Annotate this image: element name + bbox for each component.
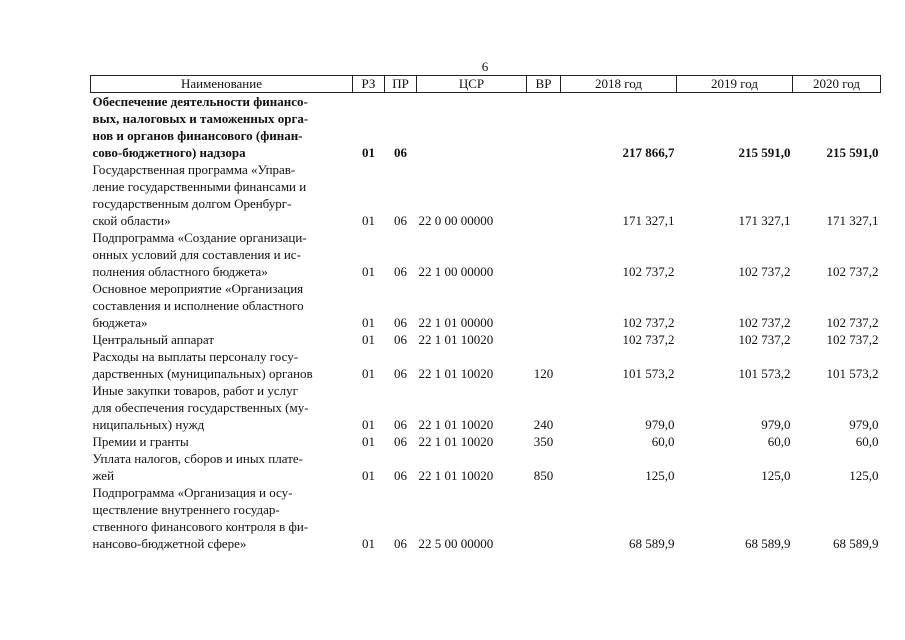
header-vr: ВР bbox=[527, 76, 561, 93]
cell-pr: 06 bbox=[394, 536, 407, 551]
cell-2020: 215 591,0 bbox=[826, 145, 879, 160]
cell-rz: 01 bbox=[362, 434, 375, 449]
cell-csr: 22 1 01 10020 bbox=[418, 468, 494, 483]
cell-pr: 06 bbox=[394, 315, 407, 330]
cell-vr: 850 bbox=[533, 468, 554, 483]
cell-rz: 01 bbox=[362, 468, 375, 483]
cell-rz: 01 bbox=[362, 213, 375, 228]
table-row bbox=[91, 484, 881, 552]
cell-name: Иные закупки товаров, работ и услуг для обеспечения государственных (му- ниципальных) нужд bbox=[92, 383, 309, 432]
cell-csr: 22 1 01 10020 bbox=[418, 434, 494, 449]
header-row bbox=[91, 76, 881, 93]
cell-csr bbox=[417, 93, 527, 162]
cell-csr: 22 1 01 00000 bbox=[418, 315, 494, 330]
cell-name: Подпрограмма «Организация и осу- ществление внутреннего государ- ственного финансового контроля в фи- нансово-бюджетной сфере» bbox=[92, 485, 309, 551]
budget-table bbox=[90, 75, 881, 552]
cell-2020: 171 327,1 bbox=[826, 213, 879, 228]
cell-vr: 120 bbox=[533, 366, 554, 381]
cell-pr: 06 bbox=[394, 417, 407, 432]
header-pr: ПР bbox=[385, 76, 417, 93]
cell-name: Уплата налогов, сборов и иных плате- жей bbox=[92, 451, 303, 483]
cell-csr: 22 1 01 10020 bbox=[418, 332, 494, 347]
table-row bbox=[91, 280, 881, 331]
cell-pr: 06 bbox=[394, 366, 407, 381]
cell-name: Основное мероприятие «Организация составления и исполнение областного бюджета» bbox=[92, 281, 304, 330]
cell-2019: 979,0 bbox=[761, 417, 791, 432]
cell-rz: 01 bbox=[362, 264, 375, 279]
cell-2020: 102 737,2 bbox=[826, 332, 879, 347]
cell-rz: 01 bbox=[362, 315, 375, 330]
table-row bbox=[91, 433, 881, 450]
cell-csr: 22 0 00 00000 bbox=[418, 213, 494, 228]
table-row bbox=[91, 348, 881, 382]
header-2020: 2020 год bbox=[793, 76, 881, 93]
cell-pr: 06 bbox=[394, 264, 407, 279]
cell-2020: 60,0 bbox=[855, 434, 879, 449]
cell-2018: 101 573,2 bbox=[622, 366, 675, 381]
table-row bbox=[91, 382, 881, 433]
cell-2018: 979,0 bbox=[645, 417, 675, 432]
table-row bbox=[91, 229, 881, 280]
cell-pr: 06 bbox=[394, 332, 407, 347]
cell-vr bbox=[527, 229, 561, 280]
cell-2019: 215 591,0 bbox=[738, 145, 791, 160]
cell-pr: 06 bbox=[394, 468, 407, 483]
cell-2019: 102 737,2 bbox=[738, 332, 791, 347]
cell-csr: 22 1 01 10020 bbox=[418, 366, 494, 381]
cell-vr bbox=[527, 93, 561, 162]
cell-name: Премии и гранты bbox=[92, 434, 189, 449]
cell-2019: 60,0 bbox=[767, 434, 791, 449]
cell-2020: 102 737,2 bbox=[826, 264, 879, 279]
cell-2018: 102 737,2 bbox=[622, 315, 675, 330]
cell-2020: 102 737,2 bbox=[826, 315, 879, 330]
cell-2019: 102 737,2 bbox=[738, 315, 791, 330]
header-2018: 2018 год bbox=[561, 76, 677, 93]
cell-vr: 240 bbox=[533, 417, 554, 432]
cell-2019: 125,0 bbox=[761, 468, 791, 483]
header-name: Наименование bbox=[91, 76, 353, 93]
table-row bbox=[91, 450, 881, 484]
page-number: 6 bbox=[481, 59, 489, 74]
cell-pr: 06 bbox=[394, 434, 407, 449]
cell-pr: 06 bbox=[394, 213, 407, 228]
table-row bbox=[91, 161, 881, 229]
cell-2020: 68 589,9 bbox=[833, 536, 879, 551]
cell-2018: 217 866,7 bbox=[622, 145, 675, 160]
cell-2019: 68 589,9 bbox=[745, 536, 791, 551]
cell-2018: 102 737,2 bbox=[622, 264, 675, 279]
cell-pr: 06 bbox=[394, 145, 407, 160]
table-row bbox=[91, 93, 881, 162]
cell-name: Государственная программа «Управ- ление государственными финансами и государственным долгом Оренбург- ской области» bbox=[92, 162, 307, 228]
cell-rz: 01 bbox=[362, 536, 375, 551]
cell-2018: 102 737,2 bbox=[622, 332, 675, 347]
header-rz: РЗ bbox=[353, 76, 385, 93]
cell-2019: 102 737,2 bbox=[738, 264, 791, 279]
cell-2018: 171 327,1 bbox=[622, 213, 675, 228]
cell-vr bbox=[527, 331, 561, 348]
cell-name: Центральный аппарат bbox=[92, 332, 215, 347]
cell-2019: 101 573,2 bbox=[738, 366, 791, 381]
cell-csr: 22 1 00 00000 bbox=[418, 264, 494, 279]
cell-rz: 01 bbox=[362, 145, 375, 160]
table-row bbox=[91, 331, 881, 348]
cell-rz: 01 bbox=[362, 417, 375, 432]
cell-2018: 68 589,9 bbox=[629, 536, 675, 551]
cell-vr bbox=[527, 484, 561, 552]
cell-name: Подпрограмма «Создание организаци- онных условий для составления и ис- полнения областного бюджета» bbox=[92, 230, 307, 279]
cell-rz: 01 bbox=[362, 332, 375, 347]
cell-csr: 22 5 00 00000 bbox=[418, 536, 494, 551]
cell-2020: 979,0 bbox=[849, 417, 879, 432]
cell-2019: 171 327,1 bbox=[738, 213, 791, 228]
cell-name: Обеспечение деятельности финансо- вых, налоговых и таможенных орга- нов и органов финансового (финан- сово-бюджетного) надзора bbox=[92, 94, 309, 160]
header-csr: ЦСР bbox=[417, 76, 527, 93]
cell-rz: 01 bbox=[362, 366, 375, 381]
cell-vr: 350 bbox=[533, 434, 554, 449]
table-body bbox=[91, 93, 881, 553]
cell-vr bbox=[527, 161, 561, 229]
cell-2020: 125,0 bbox=[849, 468, 879, 483]
cell-csr: 22 1 01 10020 bbox=[418, 417, 494, 432]
cell-2018: 125,0 bbox=[645, 468, 675, 483]
cell-2018: 60,0 bbox=[651, 434, 675, 449]
header-2019: 2019 год bbox=[677, 76, 793, 93]
cell-vr bbox=[527, 280, 561, 331]
cell-name: Расходы на выплаты персоналу госу- дарственных (муниципальных) органов bbox=[92, 349, 313, 381]
cell-2020: 101 573,2 bbox=[826, 366, 879, 381]
